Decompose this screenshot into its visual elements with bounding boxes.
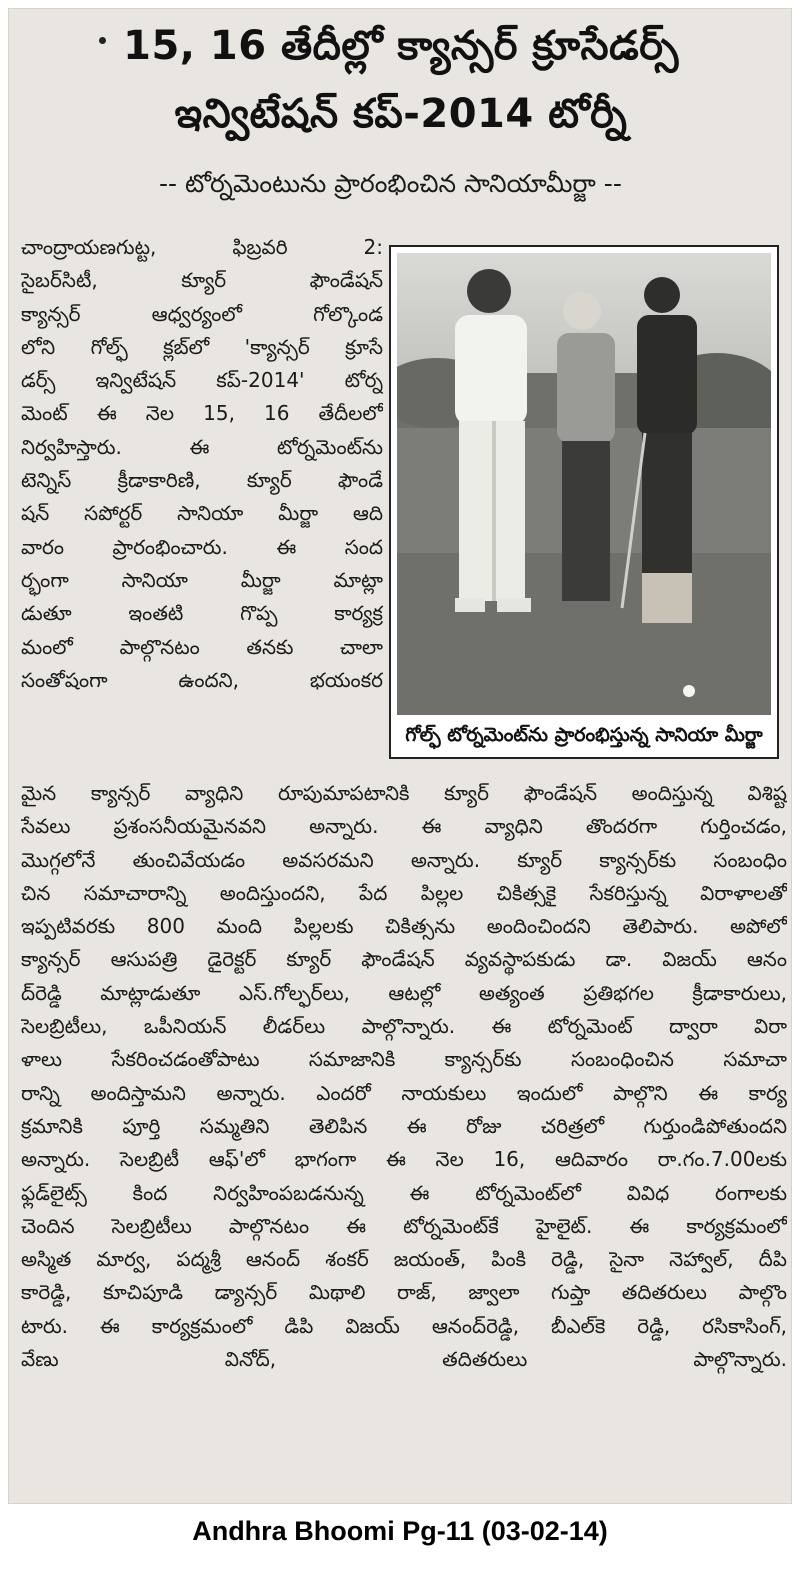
article-line: చాంద్రాయణగుట్ట, ఫిబ్రవరి 2: [21, 235, 383, 259]
article-line: టెన్నిస్ క్రీడాకారిణి, క్యూర్ ఫౌండే [21, 468, 383, 493]
golf-photo [397, 253, 771, 715]
headline-line-1: 15, 16 తేదీల్లో క్యాన్సర్ క్రూసేడర్స్ [123, 23, 679, 69]
article-line: క్యాన్సర్ ఆసుపత్రి డైరెక్టర్ క్యూర్ ఫౌండేషన్ వ్యవస్థాపకుడు డా. విజయ్ ఆనం [21, 947, 787, 972]
article-line: కారెడ్డి, కూచిపూడి డ్యాన్సర్ మిథాలి రాజ్, జ్వాలా గుప్తా తదితరులు పాల్గొం [21, 1280, 787, 1305]
article-line: మైన క్యాన్సర్ వ్యాధిని రూపుమాపటానికి క్యూర్ ఫౌండేషన్ అందిస్తున్న విశిష్ట [21, 781, 787, 805]
article-line: సేవలు ప్రశంసనీయమైనవని అన్నారు. ఈ వ్యాధిని తొందరగా గుర్తించడం, [21, 814, 787, 839]
article-line: సంతోషంగా ఉందని, భయంకర [21, 667, 383, 692]
photo-frame [389, 245, 779, 759]
article-line: క్యాన్సర్ ఆధ్వర్యంలో గోల్కొండ [21, 301, 383, 326]
article-line: ద్‌రెడ్డి మాట్లాడుతూ ఎస్.గోల్ఫర్‌లు, ఆటల్లో అత్యంత ప్రతిభగల క్రీడాకారులు, [21, 980, 787, 1005]
article-line: ర్భంగా సానియా మీర్జా మాట్లా [21, 567, 383, 592]
article-line: ఇప్పటివరకు 800 మంది పిల్లలకు చికిత్సను అందించిందని తెలిపారు. అపోలో [21, 914, 787, 939]
article-line: చిన సమాచారాన్ని అందిస్తుందని, పేద పిల్లల చికిత్సకై సేకరిస్తున్న విరాళాలతో [21, 880, 787, 905]
article-line: నిర్వహిస్తారు. ఈ టోర్నమెంట్‌ను [21, 434, 383, 459]
article-line: డుతూ ఇంతటి గొప్ప కార్యక్ర [21, 601, 383, 626]
article-line: వారం ప్రారంభించారు. ఈ సంద [21, 534, 383, 559]
subheadline: -- టోర్నమెంటును ప్రారంభించిన సానియామీర్జా -- [159, 169, 622, 198]
article-line: అన్నారు. సెలబ్రిటీ ఆఫ్'లో భాగంగా ఈ నెల 16, ఆదివారం రా.గం.7.00లకు [21, 1147, 787, 1172]
article-column-text [21, 231, 383, 697]
article-line: ఫ్లడ్‌లైట్స్ కింద నిర్వహింపబడనున్న ఈ టోర్నమెంట్‌లో వివిధ రంగాలకు [21, 1180, 787, 1205]
article-line: అస్మిత మార్వ, పద్మశ్రీ ఆనంద్ శంకర్ జయంత్, పింకి రెడ్డి, సైనా నెహ్వాల్, దీపి [21, 1247, 787, 1272]
article-line: సైబర్‌సిటీ, క్యూర్ ఫౌండేషన్ [21, 268, 383, 293]
article-line: రాన్ని అందిస్తామని అన్నారు. ఎందరో నాయకులు ఇందులో పాల్గొని ఈ కార్య [21, 1080, 787, 1105]
article-line: మెంట్ ఈ నెల 15, 16 తేదీలలో [21, 401, 383, 426]
article-line: క్రమానికి పూర్తి సమ్మతిని తెలిపిన ఈ రోజు చరిత్రలో గుర్తుండిపోతుందని [21, 1113, 787, 1138]
headline-line-2: ఇన్విటేషన్ కప్-2014 టోర్నీ [174, 91, 628, 137]
article-line: టారు. ఈ కార్యక్రమంలో డిపి విజయ్ ఆనంద్‌రెడ్డి, బీఎల్‌కె రెడ్డి, రసికాసింగ్, [21, 1313, 787, 1338]
article-line: సెలబ్రిటీలు, ఒపీనియన్ లీడర్‌లు పాల్గొన్నారు. ఈ టోర్నమెంట్ ద్వారా విరా [21, 1014, 787, 1039]
source-footer: Andhra Bhoomi Pg-11 (03-02-14) [192, 1516, 608, 1546]
article-line: షన్ సపోర్టర్ సానియా మీర్జా ఆది [21, 501, 383, 526]
article-line: ళాలు సేకరించడంతోపాటు సమాజానికి క్యాన్సర్‌కు సంబంధించిన సమాచా [21, 1047, 787, 1072]
photo-caption: గోల్ఫ్ టోర్నమెంట్‌ను ప్రారంభిస్తున్న సానియా మీర్జా [405, 724, 763, 746]
article-line: వేణు వినోద్, తదితరులు పాల్గొన్నారు. [21, 1347, 787, 1372]
article-line: లోని గోల్ఫ్ క్లబ్‌లో 'క్యాన్సర్ క్రూసే [21, 334, 383, 359]
article-line: మొగ్గలోనే తుంచివేయడం అవసరమని అన్నారు. క్యూర్ క్యాన్సర్‌కు సంబంధిం [21, 847, 787, 872]
article-line: చెందిన సెలబ్రిటీలు పాల్గొనటం ఈ టోర్నమెంట్‌కే హైలైట్. ఈ కార్యక్రమంలో [21, 1213, 787, 1238]
article-line: డర్స్ ఇన్విటేషన్ కప్-2014' టోర్న [21, 368, 383, 393]
newspaper-clipping [8, 8, 792, 1504]
article-line: మంలో పాల్గొనటం తనకు చాలా [21, 634, 383, 659]
golf-photo-illustration [397, 253, 771, 715]
article-full-width-text [21, 777, 787, 1376]
